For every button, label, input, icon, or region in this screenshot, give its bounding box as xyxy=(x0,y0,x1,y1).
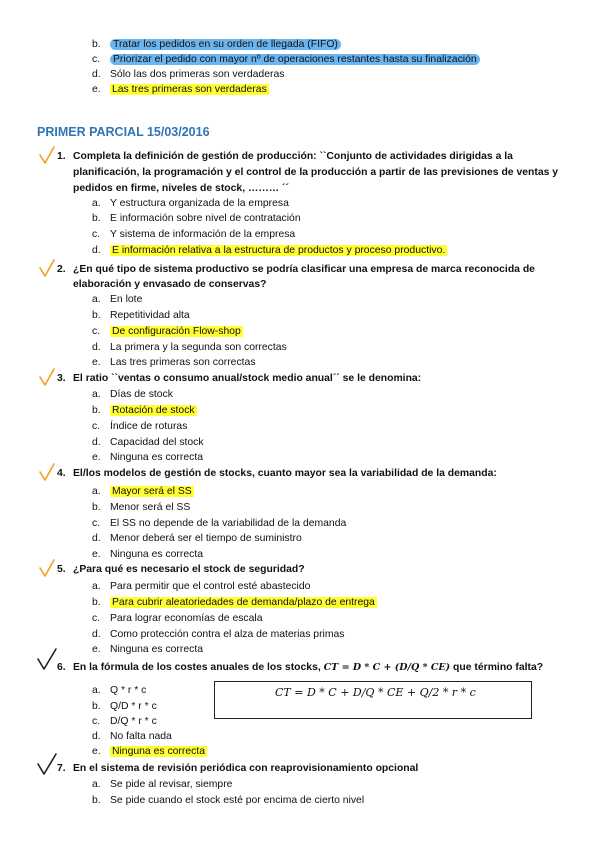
list-item: e. Las tres primeras son verdaderas xyxy=(92,84,267,95)
list-item: d. E información relativa a la estructura de productos y proceso productivo. xyxy=(92,245,446,256)
question-7: 7. En el sistema de revisión periódica con reaprovisionamiento opcional xyxy=(57,763,419,774)
formula-box xyxy=(214,681,532,719)
question-6: 6. En la fórmula de los costes anuales de los stocks, CT = D * C + (D/Q * CE) que término falta? xyxy=(57,662,544,673)
list-item: c. Para lograr economías de escala xyxy=(92,613,263,624)
list-item: b. Para cubrir aleatoriedades de demanda/plazo de entrega xyxy=(92,597,375,608)
orange-check-icon xyxy=(38,258,58,280)
list-item: d. Capacidad del stock xyxy=(92,437,204,448)
black-check-icon xyxy=(36,647,58,673)
list-item: d. La primera y la segunda son correctas xyxy=(92,342,287,353)
list-item: e. Ninguna es correcta xyxy=(92,452,203,463)
highlighted-text: Priorizar el pedido con mayor nº de operaciones restantes hasta su finalización xyxy=(110,54,480,65)
question-1: 1. Completa la definición de gestión de producción: ``Conjunto de actividades dirigidas a la xyxy=(57,151,513,162)
list-item: e. Las tres primeras son correctas xyxy=(92,357,256,368)
list-item: c. De configuración Flow-shop xyxy=(92,326,241,337)
list-item: e. Ninguna es correcta xyxy=(92,746,205,757)
orange-check-icon xyxy=(38,367,58,389)
list-item: b. Menor será el SS xyxy=(92,502,191,513)
black-check-icon xyxy=(36,752,58,778)
question-4: 4. El/los modelos de gestión de stocks, cuanto mayor sea la variabilidad de la demanda: xyxy=(57,468,497,479)
boxed-formula: CT = D * C + D/Q * CE + Q/2 * r * c xyxy=(275,686,476,699)
highlighted-text: Tratar los pedidos en su orden de llegada (FIFO) xyxy=(110,39,341,50)
question-1-line: pedidos en firme, niveles de stock, ……… ´´ xyxy=(73,183,289,194)
list-item: d. Como protección contra el alza de materias primas xyxy=(92,629,345,640)
list-item: a. Días de stock xyxy=(92,389,173,400)
list-item: d. Menor deberá ser el tiempo de suministro xyxy=(92,533,302,544)
highlighted-answer: Ninguna es correcta xyxy=(112,746,205,757)
list-item: b. Repetitividad alta xyxy=(92,310,190,321)
list-item: e. Ninguna es correcta xyxy=(92,644,203,655)
highlighted-answer: Para cubrir aleatoriedades de demanda/plazo de entrega xyxy=(112,597,375,608)
list-item: c. Índice de roturas xyxy=(92,421,188,432)
list-item: c. Y sistema de información de la empresa xyxy=(92,229,296,240)
list-item: d. No falta nada xyxy=(92,731,172,742)
list-item: c. Priorizar el pedido con mayor nº de operaciones restantes hasta su finalización xyxy=(92,53,480,66)
list-item: b. Q/D * r * c xyxy=(92,701,157,712)
highlighted-answer: Rotación de stock xyxy=(112,405,195,416)
list-item: d. Sólo las dos primeras son verdaderas xyxy=(92,69,285,80)
list-item: a. Se pide al revisar, siempre xyxy=(92,779,233,790)
question-1-line: planificación, la programación y el control de la producción a partir de las previsiones de ventas y xyxy=(73,167,559,178)
orange-check-icon xyxy=(38,462,58,484)
highlighted-answer: Mayor será el SS xyxy=(112,486,192,497)
list-item: b. E información sobre nivel de contratación xyxy=(92,213,301,224)
list-item: b. Se pide cuando el stock esté por encima de cierto nivel xyxy=(92,795,365,806)
section-title: PRIMER PARCIAL 15/03/2016 xyxy=(37,125,210,139)
list-item: a. Para permitir que el control esté abastecido xyxy=(92,581,311,592)
question-3: 3. El ratio ``ventas o consumo anual/stock medio anual´´ se le denomina: xyxy=(57,373,422,384)
list-item: c. El SS no depende de la variabilidad de la demanda xyxy=(92,518,347,529)
list-item: a. Y estructura organizada de la empresa xyxy=(92,198,289,209)
highlighted-answer: De configuración Flow-shop xyxy=(112,326,241,337)
orange-check-icon xyxy=(38,145,58,167)
question-5: 5. ¿Para qué es necesario el stock de seguridad? xyxy=(57,564,305,575)
list-item: a. Mayor será el SS xyxy=(92,486,192,497)
list-item: b. Rotación de stock xyxy=(92,405,195,416)
orange-check-icon xyxy=(38,558,58,580)
list-item: e. Ninguna es correcta xyxy=(92,549,203,560)
question-2-line: elaboración y envasado de conservas? xyxy=(73,279,267,290)
inline-formula: CT = D * C + (D/Q * CE) xyxy=(323,662,451,673)
list-item: b. Tratar los pedidos en su orden de llegada (FIFO) xyxy=(92,38,341,51)
list-item: c. D/Q * r * c xyxy=(92,716,157,727)
question-2: 2. ¿En qué tipo de sistema productivo se podría clasificar una empresa de marca reconocida de xyxy=(57,264,535,275)
list-item: a. En lote xyxy=(92,294,143,305)
list-item: a. Q * r * c xyxy=(92,685,147,696)
highlighted-answer: Las tres primeras son verdaderas xyxy=(112,84,267,95)
highlighted-answer: E información relativa a la estructura de productos y proceso productivo. xyxy=(112,245,446,256)
